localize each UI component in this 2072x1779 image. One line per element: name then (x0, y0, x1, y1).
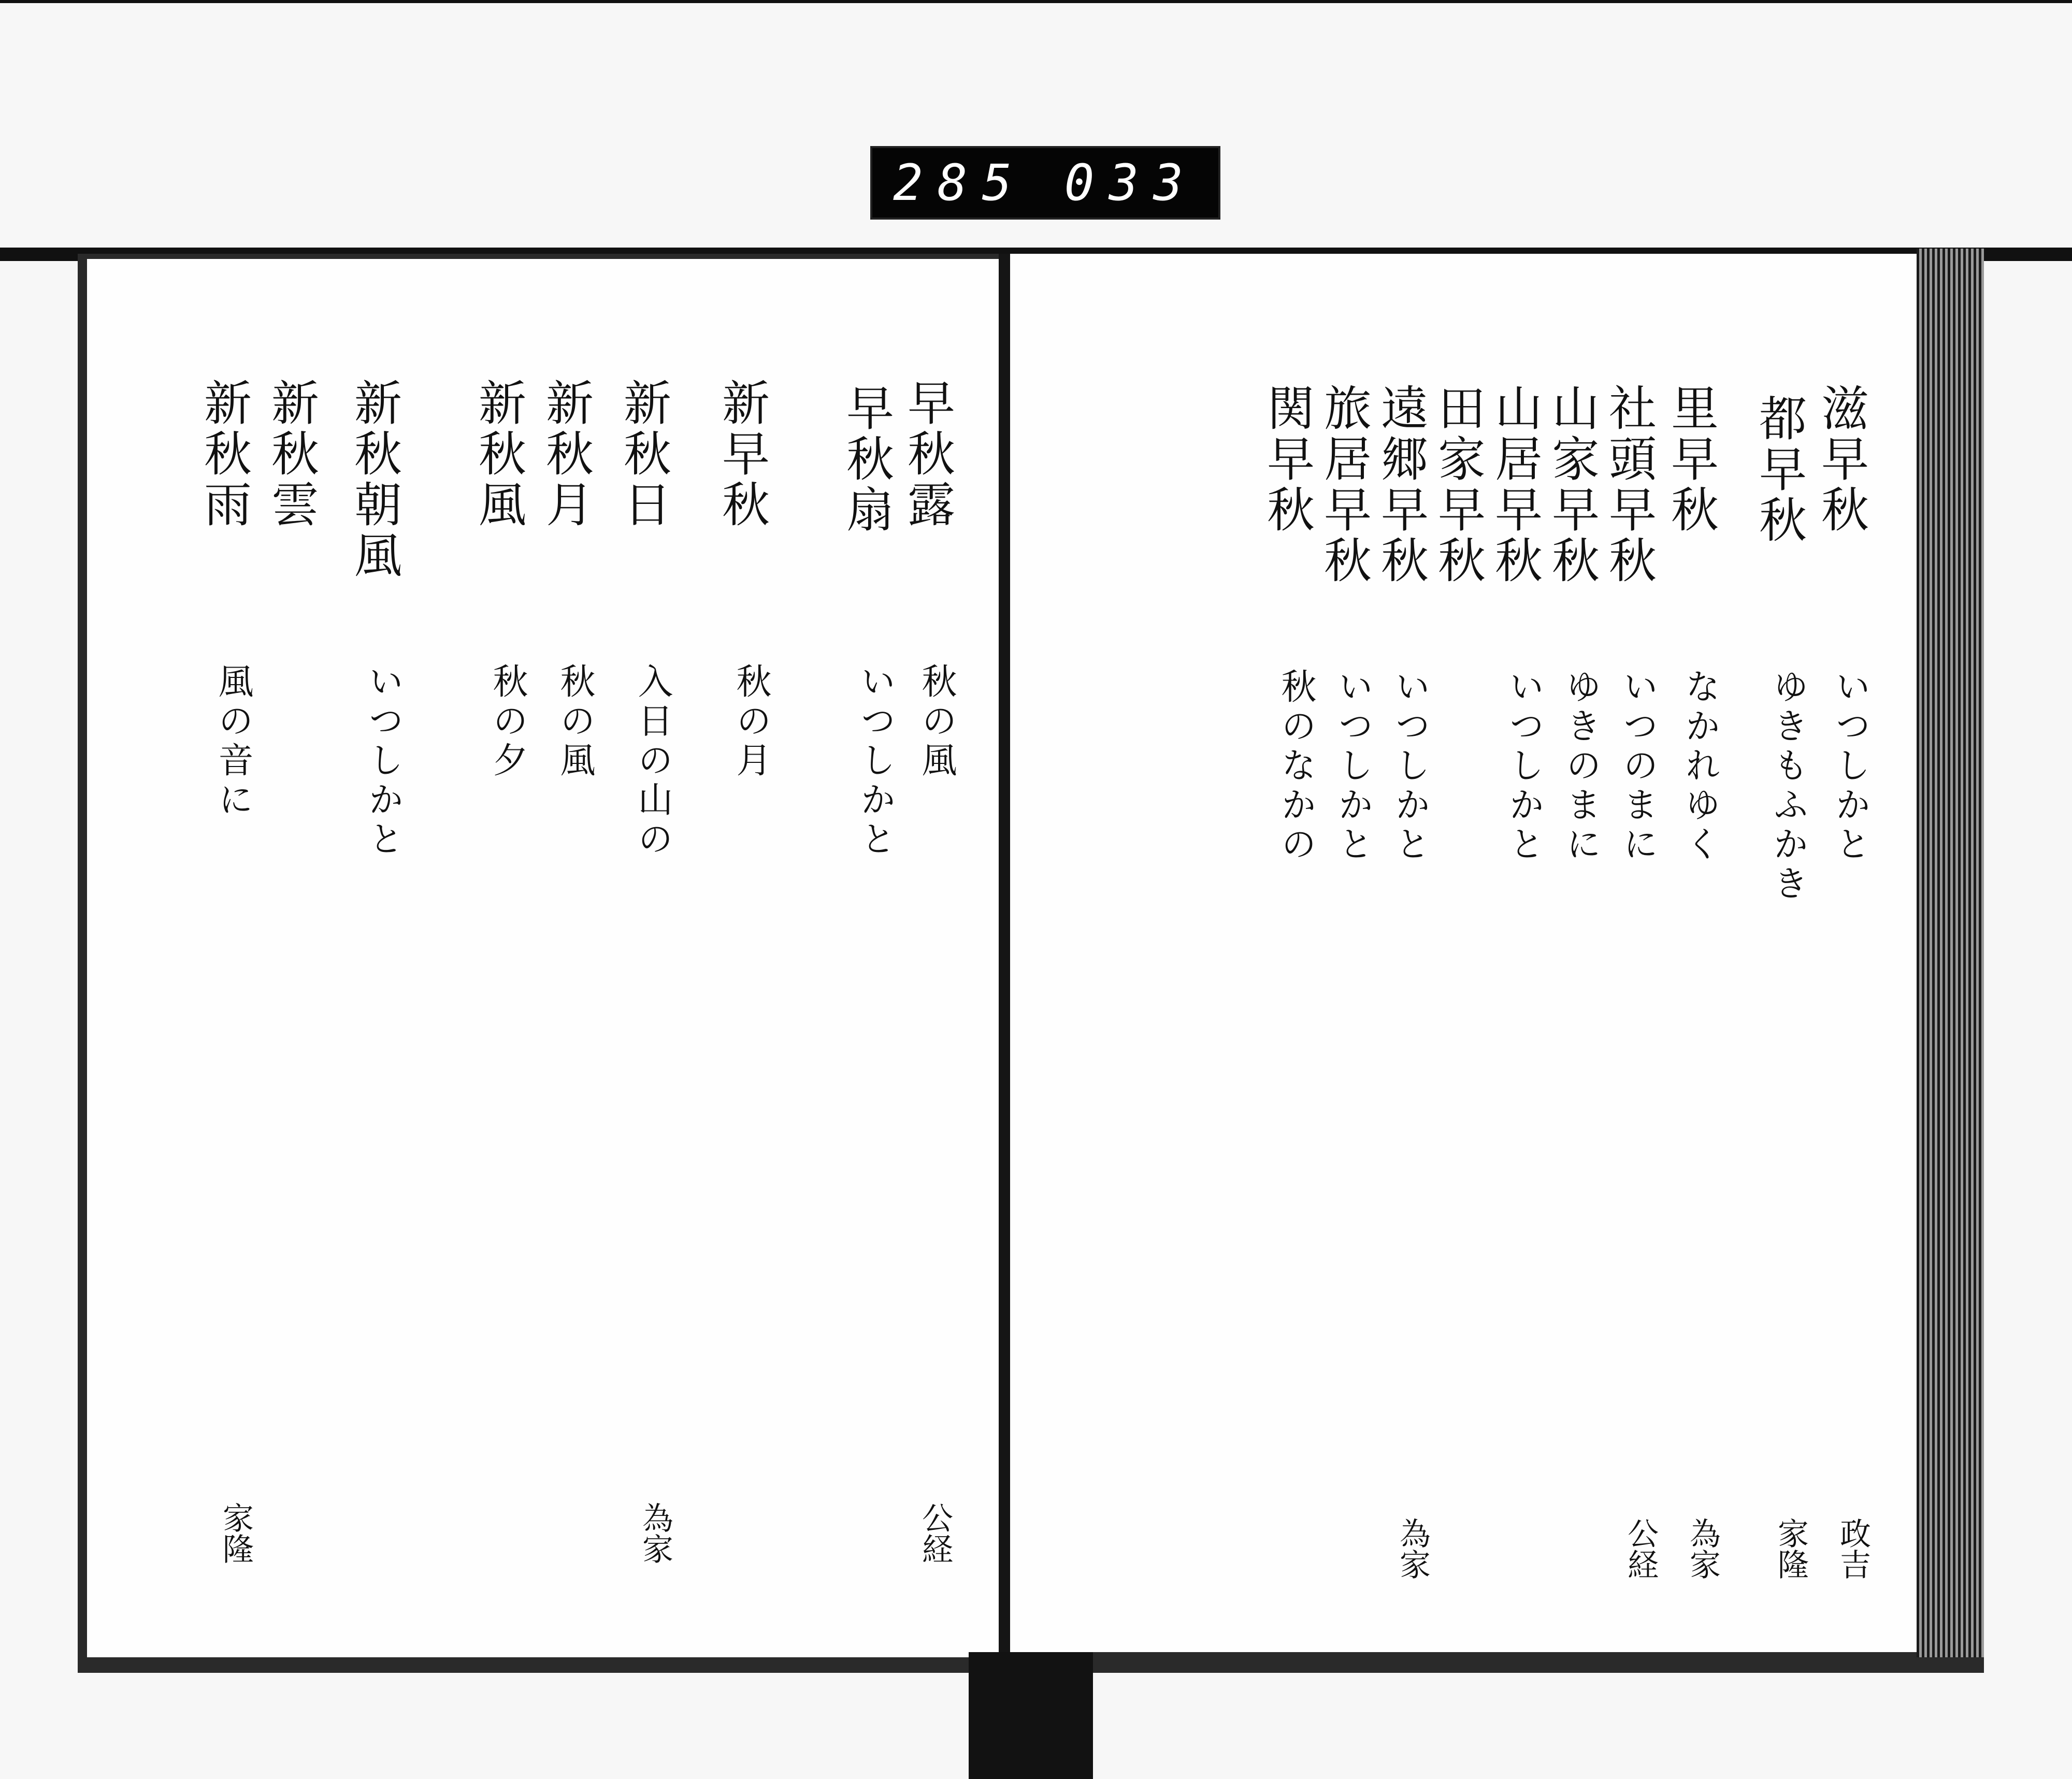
right-poem-3: なかれゆく (1679, 668, 1720, 865)
left-poem-7: いつしかと (363, 663, 404, 860)
right-poem-7: いつしかと (1389, 668, 1430, 865)
right-page (1010, 254, 1917, 1652)
left-poem-3: 秋の月 (730, 663, 771, 781)
left-poet-2: 為家 (637, 1502, 673, 1564)
left-title-8: 新秋雲 (264, 378, 319, 530)
left-poet-3: 家隆 (218, 1502, 254, 1564)
right-title-9: 旅居早秋 (1316, 383, 1372, 586)
left-title-1: 早秋露 (900, 378, 955, 530)
left-poem-6: 秋の夕 (487, 663, 528, 781)
left-poem-2: いつしかと (855, 663, 896, 860)
left-poet-1: 公経 (917, 1502, 953, 1564)
page-edges (1917, 249, 1984, 1657)
left-title-3: 新早秋 (714, 378, 770, 530)
right-poet-3: 為家 (1685, 1517, 1721, 1580)
right-poem-5: ゆきのまに (1560, 668, 1601, 865)
right-title-6: 山居早秋 (1487, 383, 1543, 586)
right-poem-9: 秋のなかの (1275, 668, 1316, 865)
right-title-5: 山家早秋 (1544, 383, 1600, 586)
left-poem-4: 入日の山の (632, 663, 673, 860)
film-top-edge (0, 0, 2072, 3)
left-title-7: 新秋朝風 (347, 378, 402, 581)
right-poem-1: いつしかと (1830, 668, 1870, 865)
right-title-7: 田家早秋 (1430, 383, 1486, 586)
right-poet-4: 公経 (1622, 1517, 1659, 1580)
left-page (87, 259, 1002, 1657)
left-title-4: 新秋日 (616, 378, 671, 530)
left-poem-1: 秋の風 (916, 663, 957, 781)
frame-number: 033 (1064, 154, 1198, 212)
right-title-1: 滋早秋 (1814, 383, 1869, 536)
right-poet-5: 為家 (1394, 1517, 1431, 1580)
right-poet-2: 家隆 (1773, 1517, 1809, 1580)
left-title-9: 新秋雨 (196, 378, 252, 530)
right-poet-1: 政吉 (1835, 1517, 1871, 1580)
left-title-6: 新秋風 (471, 378, 526, 530)
right-poem-6: いつしかと (1503, 668, 1544, 865)
right-title-4: 社頭早秋 (1601, 383, 1657, 586)
left-title-2: 早秋扇 (839, 383, 894, 536)
left-poem-8: 風の音に (212, 663, 253, 820)
right-poem-4: いつのまに (1617, 668, 1658, 865)
right-title-2: 都早秋 (1751, 394, 1807, 546)
film-frame-counter (870, 146, 1220, 220)
left-poem-5: 秋の風 (554, 663, 595, 781)
right-poem-2: ゆきもふかき (1767, 668, 1808, 904)
left-title-5: 新秋月 (538, 378, 594, 530)
right-title-3: 里早秋 (1663, 383, 1719, 536)
binding-tab (969, 1652, 1093, 1779)
right-poem-8: いつしかと (1332, 668, 1373, 865)
reel-number: 285 (893, 154, 1027, 212)
book-gutter (999, 254, 1011, 1673)
right-title-8: 遠郷早秋 (1373, 383, 1429, 586)
right-title-10: 関早秋 (1259, 383, 1315, 536)
